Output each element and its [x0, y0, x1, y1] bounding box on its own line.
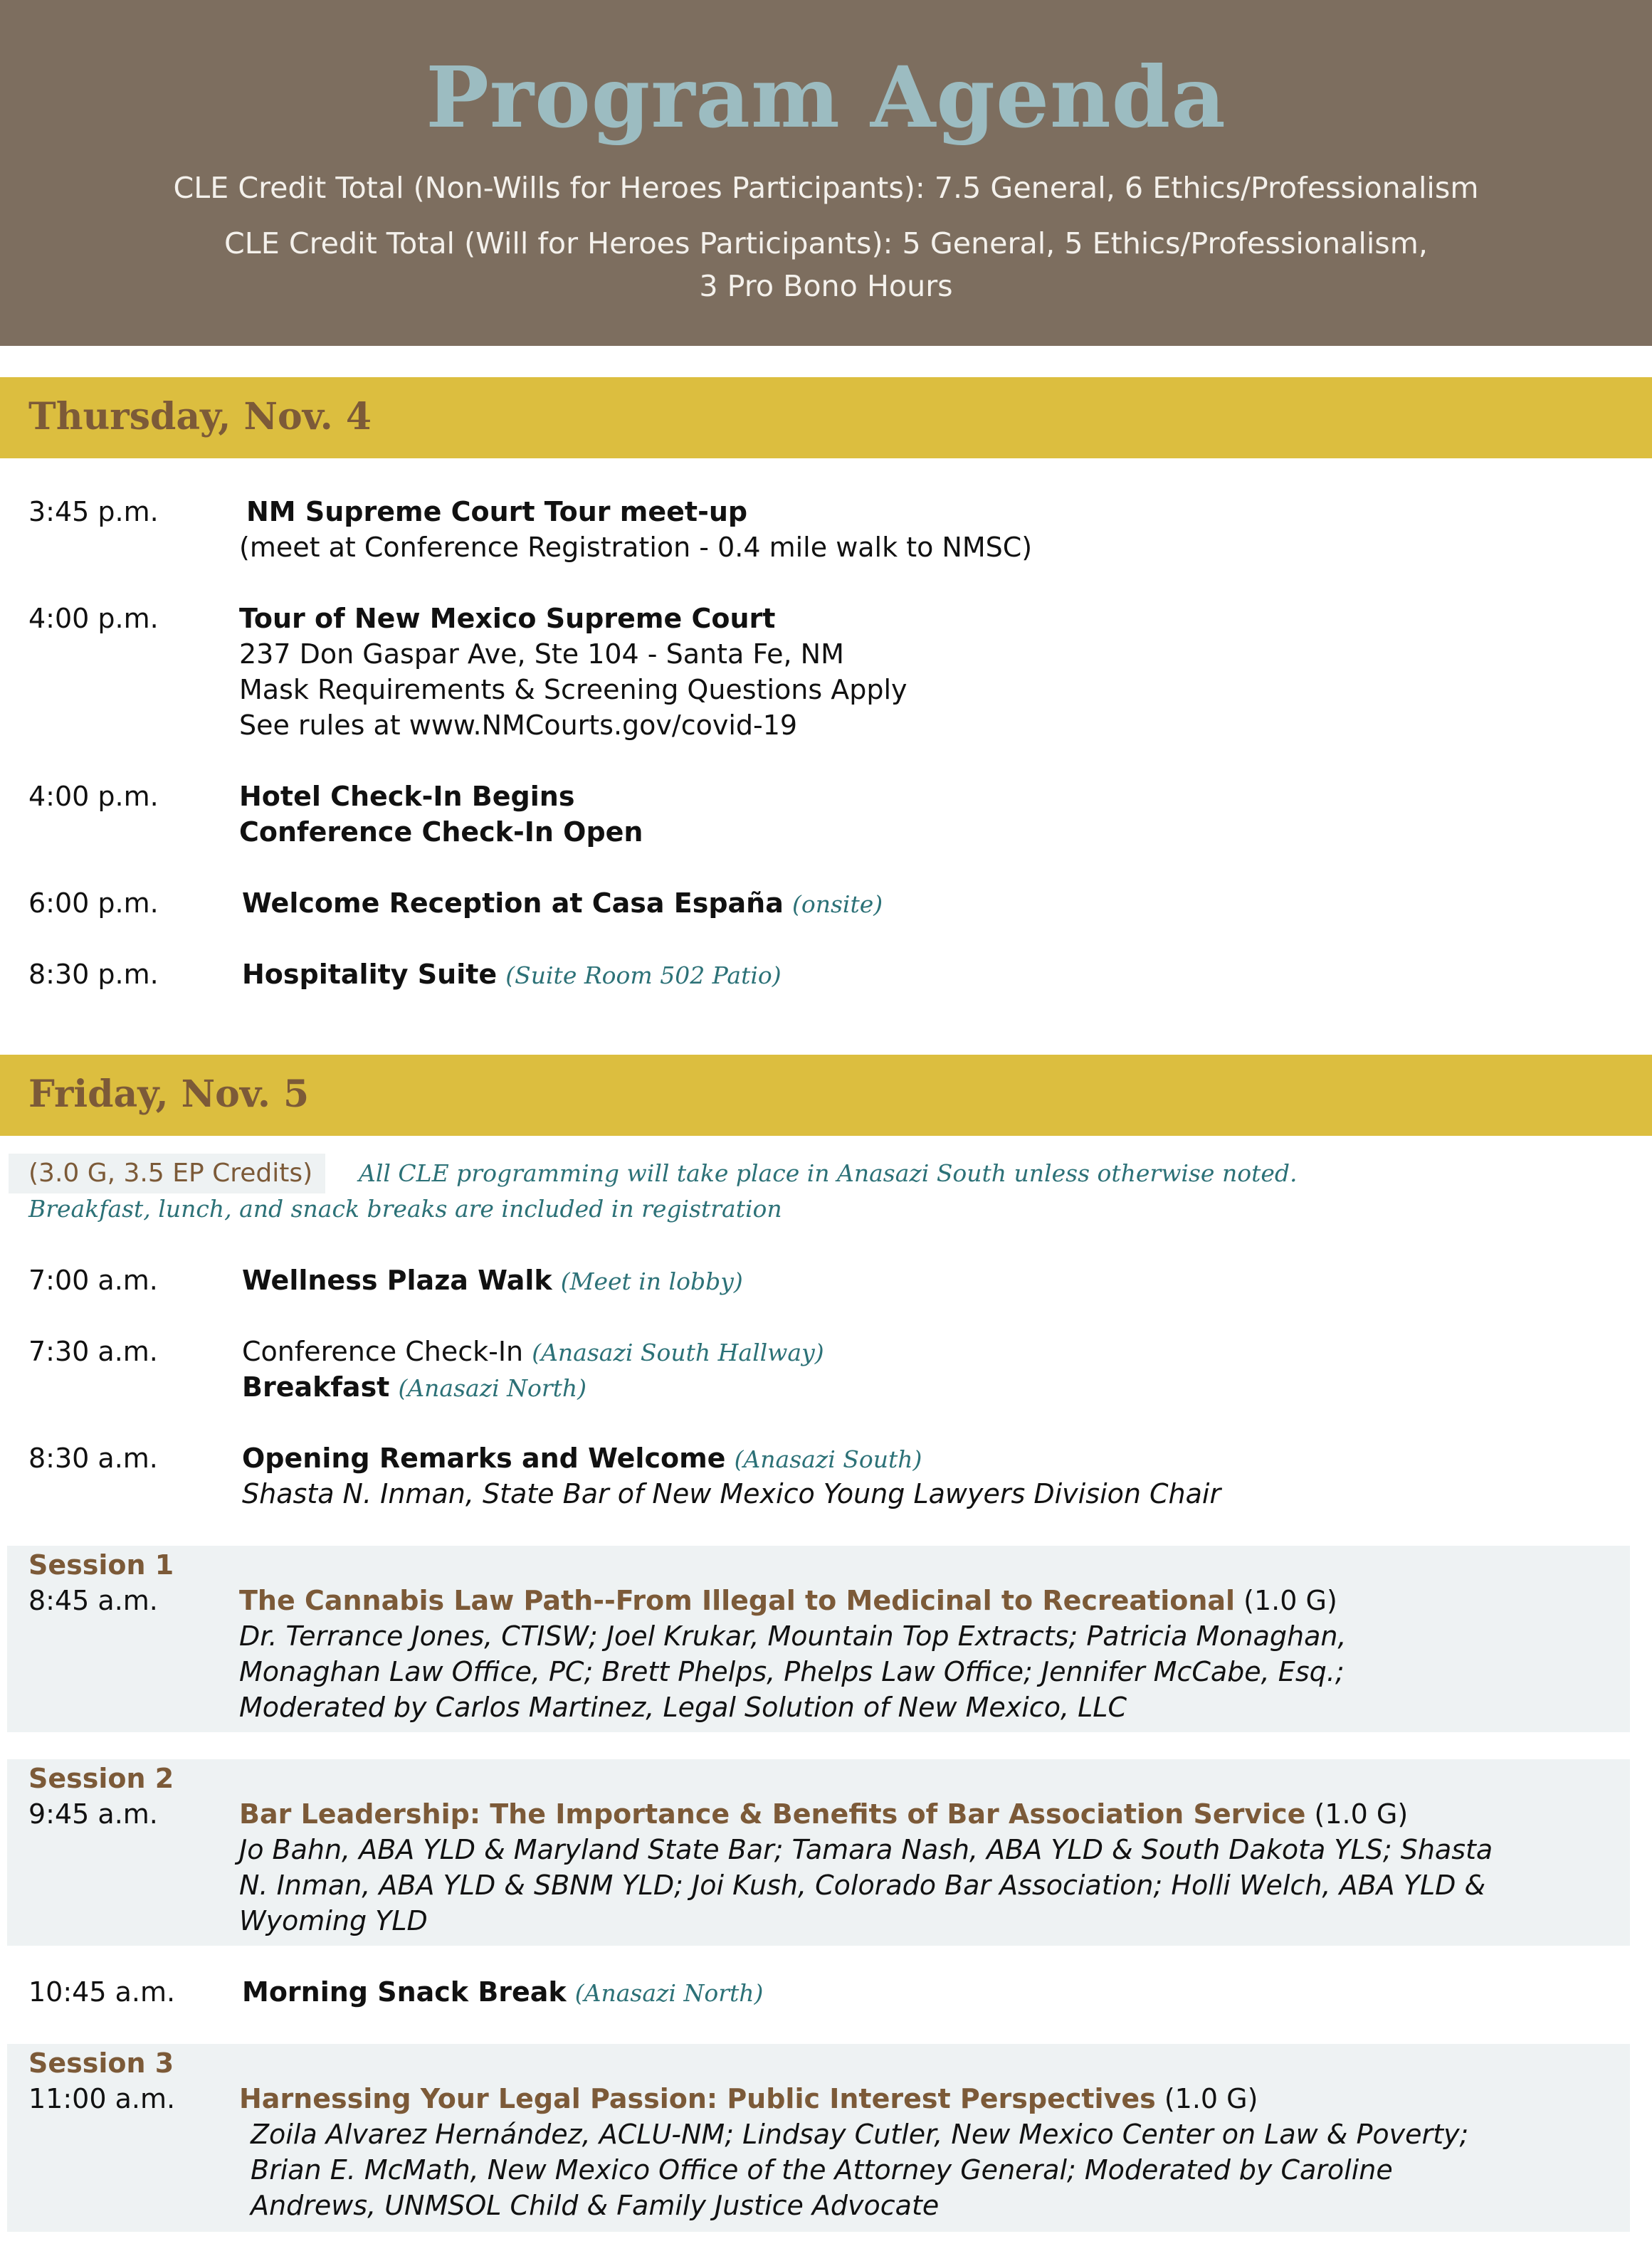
session-label: Session 1	[28, 1549, 174, 1581]
session-panelists: Dr. Terrance Jones, CTISW; Joel Krukar, Mountain Top Extracts; Patricia Monaghan,	[239, 1620, 1347, 1652]
session-panelists: Zoila Alvarez Hernández, ACLU-NM; Lindsay Cutler, New Mexico Center on Law & Poverty;	[251, 2119, 1469, 2150]
event-time: 4:00 p.m.	[28, 781, 159, 812]
event-location-note: (Suite Room 502 Patio)	[505, 961, 782, 989]
friday-programming-note: All CLE programming will take place in Anasazi South unless otherwise noted.	[359, 1159, 1298, 1187]
event-time: 8:30 p.m.	[28, 959, 159, 990]
event-title: Welcome Reception at Casa España	[242, 887, 784, 919]
agenda-header	[0, 0, 1652, 346]
event-time: 8:30 a.m.	[28, 1443, 158, 1474]
session-title: Harnessing Your Legal Passion: Public Interest Perspectives	[239, 2083, 1156, 2114]
event-title: Conference Check-In Open	[239, 816, 643, 848]
event-row	[242, 1334, 824, 1371]
friday-band	[0, 1055, 1652, 1136]
session-label: Session 3	[28, 2047, 174, 2079]
session-time: 11:00 a.m.	[28, 2083, 176, 2114]
session-panelists: Jo Bahn, ABA YLD & Maryland State Bar; Tamara Nash, ABA YLD & South Dakota YLS; Shasta	[239, 1834, 1493, 1865]
event-detail: Mask Requirements & Screening Questions Apply	[239, 674, 907, 705]
event-title: Breakfast	[242, 1371, 390, 1403]
event-time: 4:00 p.m.	[28, 603, 159, 634]
session-panelists: Wyoming YLD	[239, 1905, 428, 1936]
session-title-row	[239, 1796, 1408, 1832]
session-title: The Cannabis Law Path--From Illegal to Medicinal to Recreational	[239, 1585, 1236, 1616]
event-location-note: (Meet in lobby)	[560, 1267, 743, 1295]
event-time: 7:00 a.m.	[28, 1265, 158, 1296]
event-detail: 237 Don Gaspar Ave, Ste 104 - Santa Fe, NM	[239, 638, 844, 670]
session-panelists: Monaghan Law Office, PC; Brett Phelps, Phelps Law Office; Jennifer McCabe, Esq.;	[239, 1656, 1345, 1687]
event-title: Hotel Check-In Begins	[239, 781, 575, 812]
friday-credits-badge: (3.0 G, 3.5 EP Credits)	[9, 1154, 325, 1193]
event-location-note: (Anasazi North)	[398, 1374, 587, 1402]
session-credit: (1.0 G)	[1164, 2083, 1258, 2114]
event-location-note: (Anasazi South Hallway)	[532, 1339, 824, 1366]
session-title-row	[239, 1583, 1337, 1618]
session-label: Session 2	[28, 1763, 174, 1794]
credit-total-pro-bono: 3 Pro Bono Hours	[699, 269, 953, 303]
event-title: Opening Remarks and Welcome	[242, 1443, 726, 1474]
credit-total-wills: CLE Credit Total (Will for Heroes Participants): 5 General, 5 Ethics/Professionalism,	[224, 226, 1428, 260]
friday-meals-note: Breakfast, lunch, and snack breaks are included in registration	[28, 1195, 782, 1223]
session-time: 8:45 a.m.	[28, 1585, 158, 1616]
event-time: 3:45 p.m.	[28, 496, 159, 527]
event-detail: (meet at Conference Registration - 0.4 mile walk to NMSC)	[239, 532, 1033, 563]
event-location-note: (Anasazi South)	[734, 1445, 922, 1473]
page-title: Program Agenda	[426, 48, 1226, 147]
event-title: Conference Check-In	[242, 1336, 524, 1367]
event-location-note: (Anasazi North)	[574, 1979, 764, 2007]
event-title: Morning Snack Break	[242, 1976, 567, 2008]
credit-total-non-wills: CLE Credit Total (Non-Wills for Heroes Participants): 7.5 General, 6 Ethics/Professionalism	[173, 171, 1479, 205]
event-time: 6:00 p.m.	[28, 887, 159, 919]
session-credit: (1.0 G)	[1243, 1585, 1337, 1616]
event-speaker: Shasta N. Inman, State Bar of New Mexico Young Lawyers Division Chair	[242, 1478, 1221, 1509]
event-row	[242, 885, 883, 922]
event-row	[242, 1974, 763, 2011]
session-credit: (1.0 G)	[1314, 1798, 1409, 1830]
event-row	[242, 1440, 922, 1477]
session-panelists: Moderated by Carlos Martinez, Legal Solution of New Mexico, LLC	[239, 1692, 1127, 1723]
day-title-thursday: Thursday, Nov. 4	[28, 395, 372, 438]
event-location-note: (onsite)	[791, 890, 883, 918]
session-panelists: Andrews, UNMSOL Child & Family Justice Advocate	[251, 2190, 940, 2221]
event-title: Tour of New Mexico Supreme Court	[239, 603, 776, 634]
event-row	[242, 1369, 586, 1406]
event-row	[242, 1263, 743, 1300]
event-row	[242, 956, 782, 993]
event-title: Wellness Plaza Walk	[242, 1265, 552, 1296]
thursday-band	[0, 377, 1652, 458]
session-title-row	[239, 2081, 1258, 2117]
session-time: 9:45 a.m.	[28, 1798, 158, 1830]
event-detail: See rules at www.NMCourts.gov/covid-19	[239, 710, 798, 741]
event-title: NM Supreme Court Tour meet-up	[246, 496, 748, 527]
event-title: Hospitality Suite	[242, 959, 498, 990]
day-title-friday: Friday, Nov. 5	[28, 1072, 310, 1116]
event-time: 7:30 a.m.	[28, 1336, 158, 1367]
session-panelists: N. Inman, ABA YLD & SBNM YLD; Joi Kush, Colorado Bar Association; Holli Welch, ABA YLD &	[239, 1870, 1486, 1901]
session-title: Bar Leadership: The Importance & Benefits of Bar Association Service	[239, 1798, 1306, 1830]
session-panelists: Brian E. McMath, New Mexico Office of the Attorney General; Moderated by Caroline	[251, 2154, 1393, 2186]
event-time: 10:45 a.m.	[28, 1976, 176, 2008]
